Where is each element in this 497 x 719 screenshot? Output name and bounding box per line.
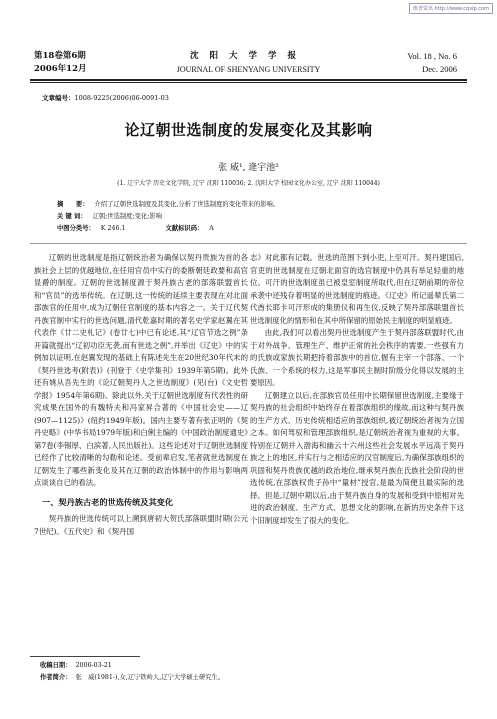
section-heading: 一、契丹族古老的世选传统及其变化 xyxy=(42,496,174,507)
header-rule xyxy=(30,79,467,81)
paper-authors: 张 威¹, 逄宇池² xyxy=(218,163,279,173)
doc-code-label: 文献标识码： xyxy=(165,225,204,232)
article-number-label: 文章编号： xyxy=(42,94,75,102)
author-bio-label: 作者简介： xyxy=(40,674,72,681)
article-number-value: 1008-9225(2006)06-0091-03 xyxy=(74,94,169,102)
body-paragraph: 契丹族的世选传统可以上溯到唐初大贺氏部落联盟时期(公元7世纪)。《五代史》和《契丹国 xyxy=(34,514,248,536)
author-affiliation: (1. 辽宁大学 历史文化学院, 辽宁 沈阳 110036; 2. 沈阳大学 校园文化办公室, 辽宁 沈阳 110044) xyxy=(117,180,380,187)
abstract-label: 摘 要： xyxy=(57,201,89,208)
clc-label: 中图分类号： xyxy=(57,225,95,232)
body-paragraph: 志》对此都有记载。世选的范围下到小吏,上至可汗。契丹建国后,官吏的世选制度在辽朝北面官的选官制度中仍具有举足轻重的地位。可汗的世选制度虽已被皇室制度所取代,但在辽朝前期的帝位承袭中还残存着明显的世选制度的痕迹。《辽史》所记遥辇氏第二代酋长耶卡可汗形成的集册仪和再生仪,反映了契丹部落联盟首长世选制度化的情形和在其中所保留的原始民主制度的明显痕迹。 xyxy=(250,253,464,325)
clc-value: K 246.1 xyxy=(100,225,126,232)
footnote-rule xyxy=(30,656,140,657)
journal-name-en: JOURNAL OF SHENYANG UNIVERSITY xyxy=(176,65,321,74)
keywords xyxy=(57,212,162,221)
date-en: Dec. 2006 xyxy=(422,64,457,74)
author-bio xyxy=(40,673,224,682)
body-paragraph: 辽朝的世选制度是指辽朝统治者为确保以契丹贵族为首的各族社会上层的优越地位,在任用官员中实行的委断朝廷政要和高官显爵的制度。辽朝的世选制度源于契丹族古老的部落联盟首长和“官员”的选举传统。在辽朝,这一传统的延续主要表现在对北面部族官的任用中,成为辽朝任官制度的基本内容之一。关于辽代契丹族官制中实行的世选问题,清代乾嘉时期的著名史学家赵翼在其代表作《廿二史札记》(卷廿七)中已有论述,其“辽官节选之例”条开篇就提出“辽初功臣无袭,而有世选之例”,并举出《辽史》中的实例加以证明,在赵翼发现的基础上有陈述先生在20世纪30年代末的《契丹世选考(附表)》(刊登于《史学集刊》1939年第5期)。此外还有姚从吾先生的《论辽朝契丹人之世选制度》(见(台)《文史哲学报》1954年第6期)。除此以外,关于辽朝世选制度有代表性的研究成果在国外的有魏特夫和冯家昇合著的《中国社会史——辽(907—1125)》(纽约1949年版)。国内主要专著有张正明的《契丹史略》(中华书局1979年版)和白俐主编的《中国政治制度通史》第7卷(李锡厚、白滨著,人民出版社)。这些论述对于辽朝世选制度已经作了比较清晰的勾勒和论述。受前辈启发,笔者就世选制度在辽朝发生了哪些新变化及其在辽朝的政治体制中的作用与影响两点谈谈自已的看法。 xyxy=(34,253,248,487)
body-paragraph: 辽朝建立以后,在部族官员任用中长期保留世选制度,主要缘于契丹族的社会组织中始终存在着部族组织的缘故,而这种与契丹族的生产方式、历史传统相适应的部族组织,被辽朝统治者视为立国之本。如何驾驭和管理部族组织,是辽朝统治者视为重视的大事。特别在辽朝并入渤海和幽云十六州这些社会发展水平远高于契丹族之上的地区,并实行与之相适应的汉官制度后,为确保部族组织的巩固和契丹贵族优越的政治地位,继承契丹族在氏族社会阶段的世选传统,在部族权贵子孙中“量材”授官,是最为简便且最实际的选择。但是,辽朝中期以后,由于契丹族自身的发展和受到中原相对先进的政治制度、生产方式、思想文化的影响,在新的历史条件下这个旧制度却发生了很大的变化。 xyxy=(250,390,464,525)
body-divider xyxy=(30,243,467,244)
watermark-badge[interactable]: 维普资讯 http://www.cqvip.com xyxy=(409,3,493,14)
journal-name-cn: 沈阳大学学报 xyxy=(189,51,307,61)
author-bio-value: 张 威(1981-),女,辽宁铁岭人,辽宁大学硕士研究生。 xyxy=(75,674,225,681)
header-rule-thin xyxy=(30,82,467,83)
keywords-text: 辽朝;世选制度;变化;影响 xyxy=(92,213,162,220)
body-column-left xyxy=(34,252,248,538)
journal-volume-en xyxy=(407,50,457,76)
body-paragraph: 由此,我们可以看出契丹世选制度产生于契丹部落联盟时代,由于对外战争、管理生产、维护正常的社会秩序的需要,一些强有力的氏族或家族长期把持着部族中的首位,握有主宰一个部落、一个氏族、一个系统的权力,这是军事民主制时阶级分化得以发展的主要原因。 xyxy=(250,328,464,387)
received-label: 收稿日期： xyxy=(40,662,72,669)
volume-en: Vol. 18 , No. 6 xyxy=(407,51,457,61)
abstract-text: 介绍了辽朝世选制度及其变化,分析了世选制度的变化带来的影响。 xyxy=(94,201,280,208)
classification xyxy=(57,224,214,233)
keywords-label: 关 键 词： xyxy=(57,213,87,220)
article-number xyxy=(42,93,169,102)
received-date xyxy=(40,661,112,670)
issue-volume: 第18卷第6期 xyxy=(34,51,86,61)
doc-code-value: A xyxy=(209,225,214,232)
body-column-right xyxy=(250,252,464,527)
issue-date: 2006年12月 xyxy=(34,64,87,74)
abstract xyxy=(57,200,279,209)
received-value: 2006-03-21 xyxy=(75,662,112,669)
paper-title: 论辽朝世选制度的发展变化及其影响 xyxy=(124,121,373,139)
